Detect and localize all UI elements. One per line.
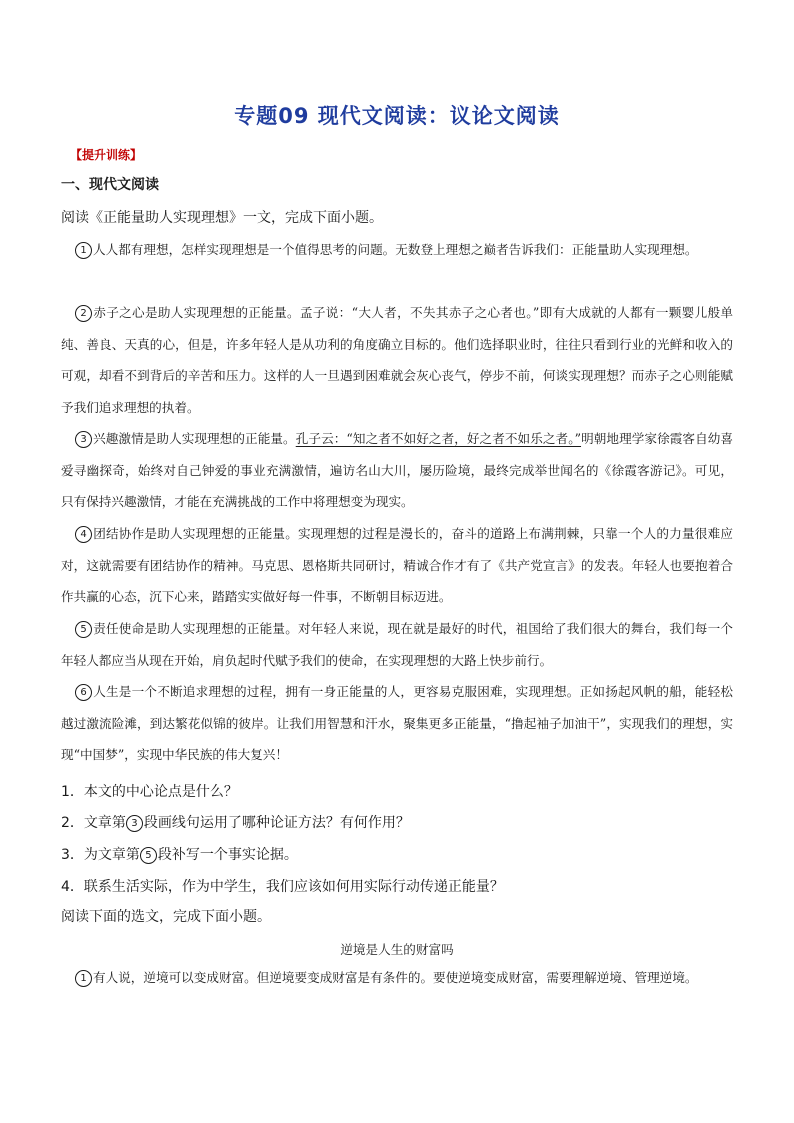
passage-title: 逆境是人生的财富吗: [340, 942, 454, 957]
paragraph-5: [61, 613, 733, 676]
passage-intro: 阅读《正能量助人实现理想》一文，完成下面小题。: [61, 210, 383, 226]
paragraph-3: [61, 423, 733, 518]
paragraph-text: 责任使命是助人实现理想的正能量。对年轻人来说，现在就是最好的时代，祖国给了我们很大的舞台，我们每一个年轻人都应当从现在开始，肩负起时代赋予我们的使命，在实现理想的大路上快步前行。: [61, 621, 733, 668]
paragraph-number: 1: [75, 970, 92, 987]
question-1: 1．本文的中心论点是什么？: [61, 784, 238, 800]
paragraph-6: [61, 676, 733, 771]
practice-tag: 【提升训练】: [70, 148, 143, 162]
paragraph-number: 5: [140, 847, 157, 864]
paragraph-number: 4: [75, 526, 92, 543]
paragraph-number: 3: [75, 431, 92, 448]
question-3: 3．为文章第 5 段补写一个事实论据。: [61, 847, 298, 863]
paragraph-number: 3: [126, 815, 143, 832]
paragraph-number: 5: [75, 621, 92, 638]
paragraph-text: 明朝地理学家徐霞客自幼喜爱寻幽探奇，始终对自己钟爱的事业充满激情，遍访名山大川，屡历险境，最终完成举世闻名的《徐霞客游记》。可见，只有保持兴趣激情，才能在充满挑战的工作中将理想变为现实。: [61, 431, 734, 509]
page-title: 专题09 现代文阅读：议论文阅读: [234, 104, 560, 128]
paragraph-2-1: [61, 962, 733, 994]
paragraph-1: [61, 234, 733, 266]
paragraph-text: 赤子之心是助人实现理想的正能量。孟子说：“大人者，不失其赤子之心者也。”即有大成就的人都有一颗婴儿般单纯、善良、天真的心，但是，许多年轻人是从功利的角度确立目标的。他们选择职业时，往往只看到行业的光鲜和收入的可观，却看不到背后的辛苦和压力。这样的人一旦遇到困难就会灰心丧气，停步不前，何谈实现理想？而赤子之心则能赋予我们追求理想的执着。: [61, 305, 733, 415]
question-4: 4．联系生活实际，作为中学生，我们应该如何用实际行动传递正能量？: [61, 879, 504, 895]
paragraph-2: [61, 297, 733, 423]
paragraph-number: 1: [75, 242, 92, 259]
underlined-sentence: 孔子云：“知之者不如好之者，好之者不如乐之者。”: [295, 431, 582, 446]
paragraph-text: 兴趣激情是助人实现理想的正能量。: [93, 431, 296, 446]
question-2: 2．文章第 3 段画线句运用了哪种论证方法？有何作用？: [61, 815, 410, 831]
paragraph-text: 人生是一个不断追求理想的过程，拥有一身正能量的人，更容易克服困难，实现理想。正如扬起风帆的船，能轻松越过激流险滩，到达繁花似锦的彼岸。让我们用智慧和汗水，聚集更多正能量，“撸起袖子加油干”，实现我们的理想，实现“中国梦”，实现中华民族的伟大复兴！: [61, 684, 733, 762]
section-heading: 一、现代文阅读: [61, 177, 159, 193]
paragraph-4: [61, 518, 733, 613]
paragraph-number: 2: [75, 305, 92, 322]
passage-intro-2: 阅读下面的选文，完成下面小题。: [61, 909, 271, 925]
paragraph-number: 6: [75, 684, 92, 701]
paragraph-text: 人人都有理想，怎样实现理想是一个值得思考的问题。无数登上理想之巅者告诉我们：正能量助人实现理想。: [93, 242, 698, 257]
paragraph-text: 团结协作是助人实现理想的正能量。实现理想的过程是漫长的，奋斗的道路上布满荆棘，只靠一个人的力量很难应对，这就需要有团结协作的精神。马克思、恩格斯共同研讨，精诚合作才有了《共产党宣言》的发表。年轻人也要抱着合作共赢的心态，沉下心来，踏踏实实做好每一件事，不断朝目标迈进。: [61, 526, 733, 604]
paragraph-text: 有人说，逆境可以变成财富。但逆境要变成财富是有条件的。要使逆境变成财富，需要理解逆境、管理逆境。: [93, 970, 698, 985]
